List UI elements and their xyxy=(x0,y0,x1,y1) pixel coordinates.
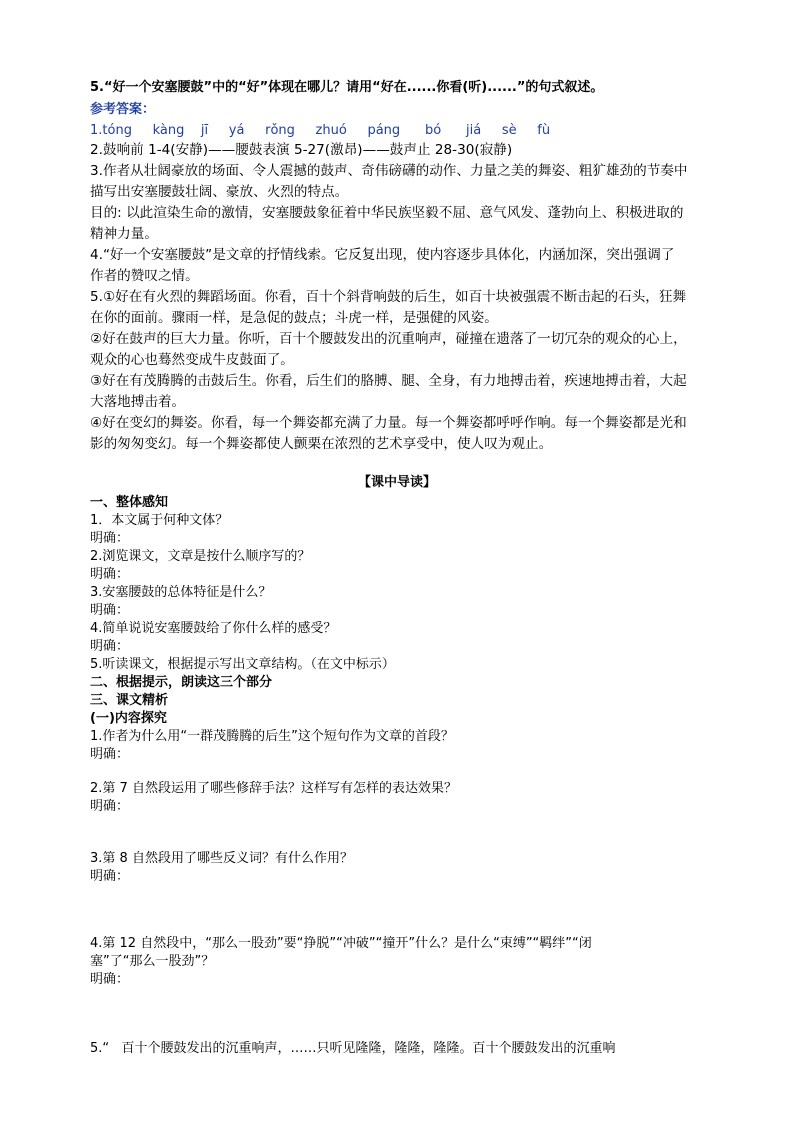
subsection-heading: (一)内容探究 xyxy=(90,711,167,726)
question-5: 5.听读课文，根据提示写出文章结构。（在文中标示） xyxy=(90,657,395,672)
reference-answers-heading: 参考答案： xyxy=(90,102,156,117)
answer-3-line-1: 3.作者从壮阔豪放的场面、令人震撼的鼓声、奇伟磅礴的动作、力量之美的舞姿、粗犷雄劲的节奏中 xyxy=(90,163,688,179)
part-3-heading: 三、课文精析 xyxy=(90,693,169,708)
discussion-question-1: 1.作者为什么用“一群茂腾腾的后生”这个短句作为文章的首段？ xyxy=(90,729,454,744)
answer-5-3-line-1: ③好在有茂腾腾的击鼓后生。你看，后生们的胳膊、腿、全身，有力地搏击着，疾速地搏击着，大起 xyxy=(90,373,687,389)
discussion-question-3: 3.第 8 自然段用了哪些反义词？有什么作用？ xyxy=(90,851,353,866)
answer-5-4-line-1: ④好在变幻的舞姿。你看，每一个舞姿都充满了力量。每一个舞姿都呼呼作响。每一个舞姿都是光和 xyxy=(90,415,687,431)
question-5-prompt: 5.“好一个安塞腰鼓”中的“好”体现在哪儿？请用“好在......你看(听)......”的句式叙述。 xyxy=(90,80,604,95)
answer-2: 2.鼓响前 1-4(安静)——腰鼓表演 5-27(激昂)——鼓声止 28-30(寂静) xyxy=(90,142,513,158)
question-2: 2.浏览课文，文章是按什么顺序写的？ xyxy=(90,549,311,564)
discussion-question-4-line-1: 4.第 12 自然段中，“那么一股劲”要“挣脱”“冲破”“撞开”什么？是什么“束缚”“羁绊”“闭 xyxy=(90,936,592,951)
answer-label: 明确： xyxy=(90,747,130,762)
answer-5-4-line-2: 影的匆匆变幻。每一个舞姿都使人颤栗在浓烈的艺术享受中，使人叹为观止。 xyxy=(90,436,553,452)
question-1: 1．本文属于何种文体？ xyxy=(90,513,229,528)
discussion-question-5: 5.“ 百十个腰鼓发出的沉重响声，……只听见隆隆，隆隆，隆隆。百十个腰鼓发出的沉重响 xyxy=(90,1041,616,1056)
question-4: 4.简单说说安塞腰鼓给了你什么样的感受？ xyxy=(90,621,337,636)
answer-5-1-line-1: 5.①好在有火烈的舞蹈场面。你看，百十个斜背响鼓的后生，如百十块被强震不断击起的石头，狂舞 xyxy=(90,289,687,305)
answer-4-line-2: 作者的赞叹之情。 xyxy=(90,268,199,284)
answer-5-2-line-2: 观众的心也蓦然变成牛皮鼓面了。 xyxy=(90,352,294,368)
answer-label: 明确： xyxy=(90,799,130,814)
answer-label: 明确： xyxy=(90,567,130,582)
answer-label: 明确： xyxy=(90,869,130,884)
answer-5-2-line-1: ②好在鼓声的巨大力量。你听，百十个腰鼓发出的沉重响声，碰撞在遗落了一切冗杂的观众的心上， xyxy=(90,331,687,347)
answer-1-pinyin: 1.tóng kàng jī yá rǒng zhuó páng bó jiá sè fù xyxy=(90,123,551,138)
section-title: 【课中导读】 xyxy=(357,475,436,490)
answer-5-3-line-2: 大落地搏击着。 xyxy=(90,394,186,410)
answer-label: 明确： xyxy=(90,603,130,618)
answer-label: 明确： xyxy=(90,972,130,987)
answer-label: 明确： xyxy=(90,639,130,654)
discussion-question-2: 2.第 7 自然段运用了哪些修辞手法？这样写有怎样的表达效果？ xyxy=(90,781,457,796)
answer-3-purpose-line-2: 精神力量。 xyxy=(90,226,158,242)
part-1-heading: 一、整体感知 xyxy=(90,495,169,510)
answer-label: 明确： xyxy=(90,531,130,546)
part-2-heading: 二、根据提示，朗读这三个部分 xyxy=(90,675,273,690)
question-3: 3.安塞腰鼓的总体特征是什么？ xyxy=(90,585,272,600)
answer-3-purpose-line-1: 目的: 以此渲染生命的激情，安塞腰鼓象征着中华民族坚毅不屈、意气风发、蓬勃向上、积极进取的 xyxy=(90,205,684,221)
answer-3-line-2: 描写出安塞腰鼓壮阔、豪放、火烈的特点。 xyxy=(90,184,349,200)
discussion-question-4-line-2: 塞”了“那么一股劲”？ xyxy=(90,954,215,969)
answer-5-1-line-2: 在你的面前。骤雨一样，是急促的鼓点；斗虎一样，是强健的风姿。 xyxy=(90,310,498,326)
answer-4-line-1: 4.“好一个安塞腰鼓”是文章的抒情线索。它反复出现，使内容逐步具体化，内涵加深，突出强调了 xyxy=(90,247,675,263)
